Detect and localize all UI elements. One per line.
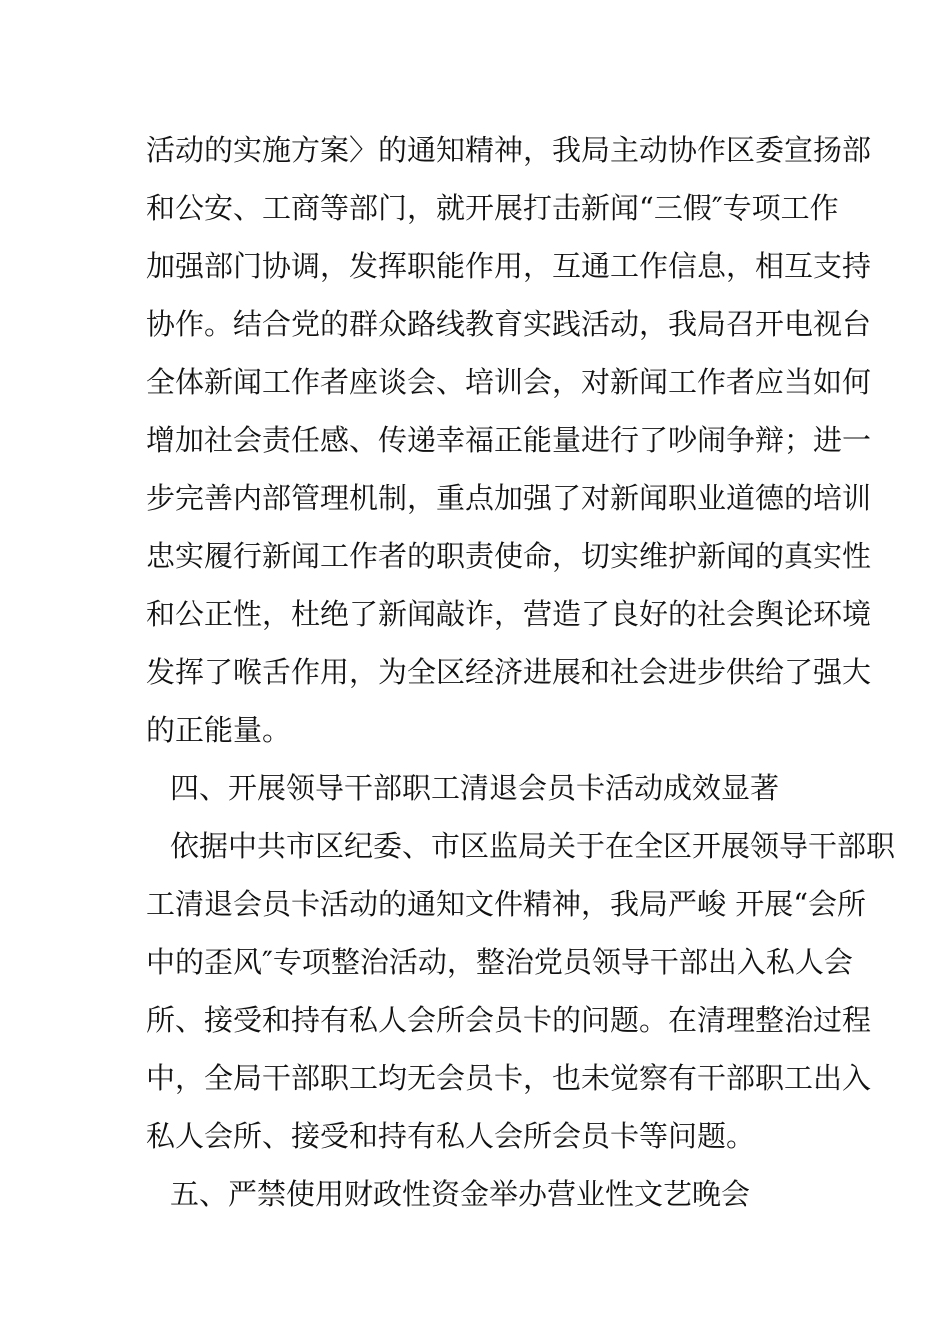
text-line: 协作。结合党的群众路线教育实践活动，我局召开电视台: [146, 307, 872, 341]
text-line: 加强部门协调，发挥职能作用，互通工作信息，相互支持: [146, 249, 872, 283]
text-line: 全体新闻工作者座谈会、培训会，对新闻工作者应当如何: [146, 365, 872, 399]
text-line: 增加社会责任感、传递幸福正能量进行了吵闹争辩；进一: [146, 423, 872, 457]
text-line: 和公安、工商等部门，就开展打击新闻“三假″专项工作: [146, 191, 839, 225]
text-line: 私人会所、接受和持有私人会所会员卡等问题。: [146, 1119, 756, 1153]
text-line: 工清退会员卡活动的通知文件精神，我局严峻 开展“会所: [146, 887, 867, 921]
section-heading-4: 四、开展领导干部职工清退会员卡活动成效显著: [170, 771, 780, 805]
text-line: 和公正性，杜绝了新闻敲诈，营造了良好的社会舆论环境: [146, 597, 872, 631]
text-line: 忠实履行新闻工作者的职责使命，切实维护新闻的真实性: [146, 539, 872, 573]
text-line: 中，全局干部职工均无会员卡，也未觉察有干部职工出入: [146, 1061, 872, 1095]
text-line: 中的歪风″专项整治活动，整治党员领导干部出入私人会: [146, 945, 853, 979]
text-line: 所、接受和持有私人会所会员卡的问题。在清理整治过程: [146, 1003, 872, 1037]
text-line: 发挥了喉舌作用，为全区经济进展和社会进步供给了强大: [146, 655, 872, 689]
text-line: 步完善内部管理机制，重点加强了对新闻职业道德的培训: [146, 481, 872, 515]
text-line: 活动的实施方案〉的通知精神，我局主动协作区委宣扬部: [146, 133, 872, 167]
text-line: 的正能量。: [146, 713, 292, 747]
text-line: 依据中共市区纪委、市区监局关于在全区开展领导干部职: [170, 829, 896, 863]
section-heading-5: 五、严禁使用财政性资金举办营业性文艺晚会: [170, 1177, 751, 1211]
